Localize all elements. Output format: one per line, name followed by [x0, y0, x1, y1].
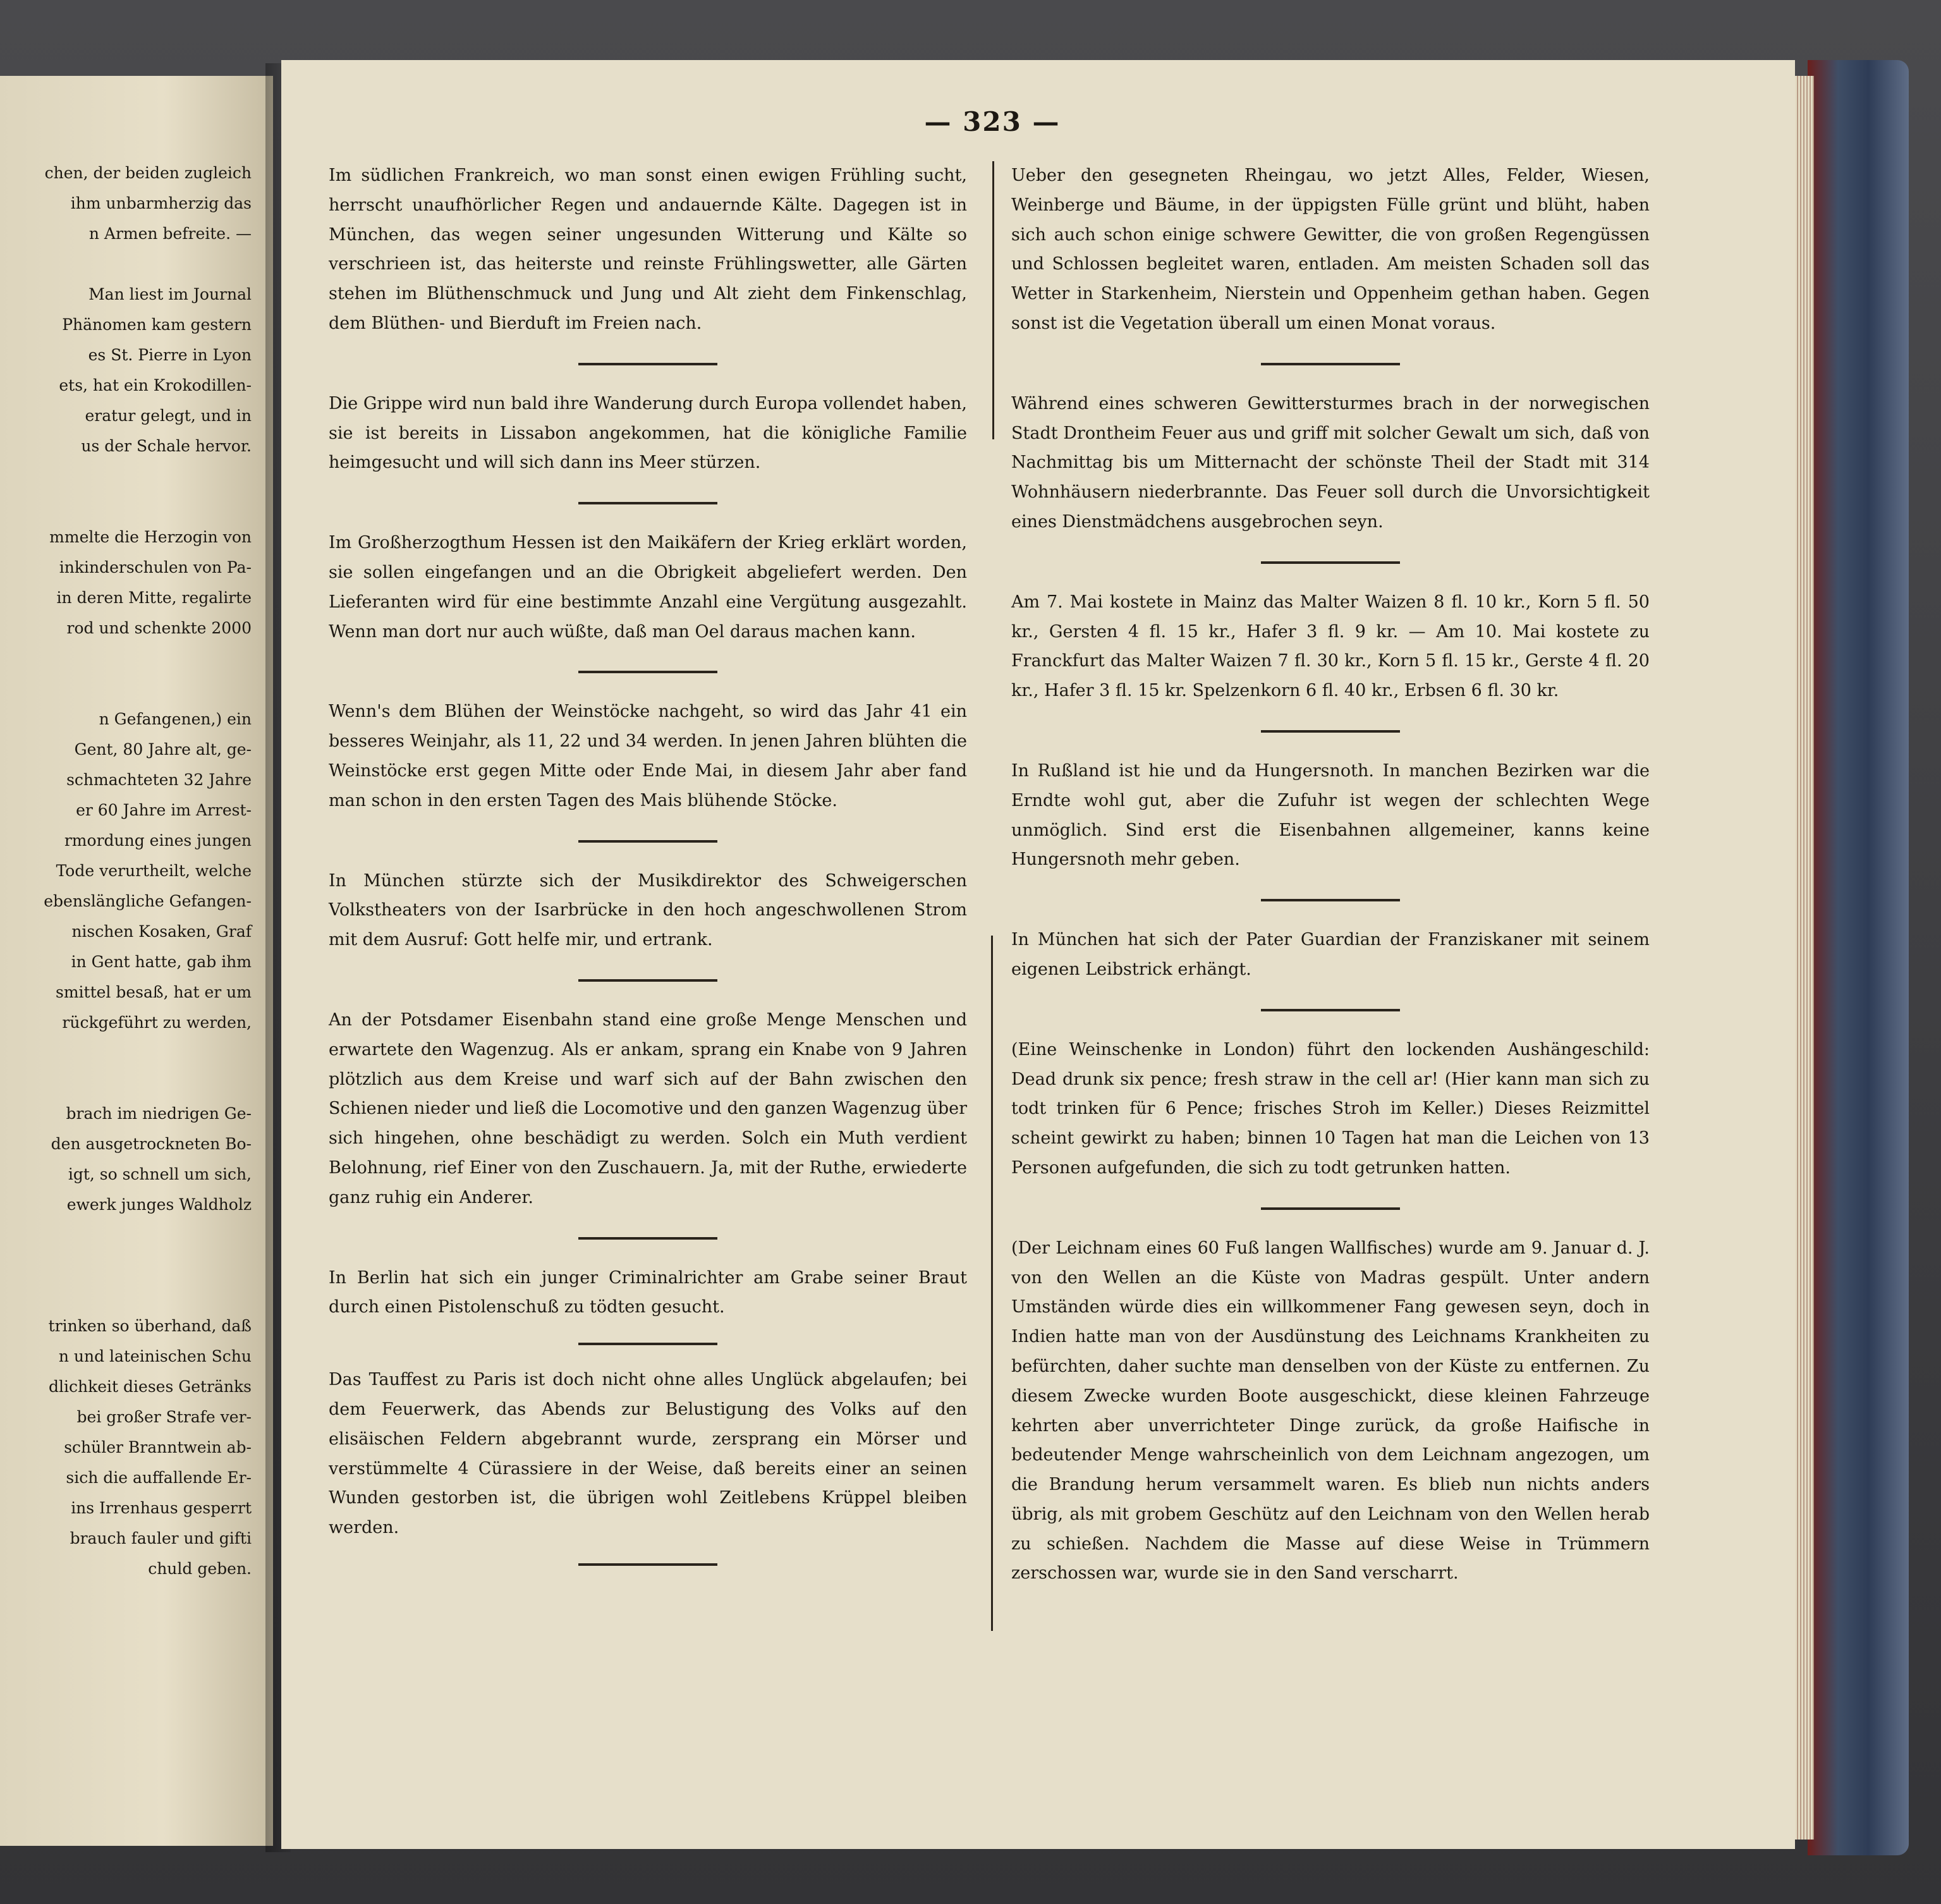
left-page-line: us der Schale hervor. — [81, 437, 252, 455]
left-page-gap — [0, 492, 265, 522]
article: In München stürzte sich der Musikdirektor des Schweigerschen Volkstheaters von der Isarbrücke in den hoch angeschwollenen Strom mit dem Ausruf: Gott helfe mir, und ertrank. — [329, 870, 967, 950]
separator-rule — [578, 502, 717, 504]
left-page-line: brauch fauler und gifti — [70, 1529, 252, 1547]
article: Ueber den gesegneten Rheingau, wo jetzt Alles, Felder, Wiesen, Weinberge und Bäume, in der üppigsten Fülle grünt und blüht, haben sich auch schon einige schwere Gewitter, die von großen Regengüssen und Schlossen begleitet waren, entladen. Am meisten Schaden soll das Wetter in Starkenheim, Nierstein und Oppenheim gethan haben. Gegen sonst ist die Vegetation überall um einen Monat voraus. — [1011, 166, 1650, 333]
left-page-line: in Gent hatte, gab ihm — [71, 953, 252, 971]
left-page-gap — [0, 1250, 265, 1281]
left-page-text — [0, 158, 265, 1584]
left-page-line: trinken so überhand, daß — [48, 1317, 252, 1335]
separator-rule — [578, 363, 717, 365]
separator-rule — [578, 840, 717, 843]
left-page-line: nischen Kosaken, Graf — [71, 922, 252, 941]
article: In München hat sich der Pater Guardian der Franziskaner mit seinem eigenen Leibstrick erhängt. — [1011, 930, 1650, 979]
left-page-line: chuld geben. — [148, 1559, 252, 1578]
left-page-gap — [0, 249, 265, 279]
separator-rule — [578, 1343, 717, 1345]
left-page-gap — [0, 644, 265, 674]
column-divider — [992, 161, 994, 439]
left-page-line: igt, so schnell um sich, — [68, 1165, 252, 1183]
article: (Der Leichnam eines 60 Fuß langen Wallfisches) wurde am 9. Januar d. J. von den Wellen an die Küste von Madras gespült. Unter andern Umständen würde dies ein willkommener Fang gewesen seyn, doch in Indien hatte man von der Ausdünstung des Leichnams Krankheiten zu befürchten, daher suchte man denselben von der Küste zu entfernen. Zu diesem Zwecke wurden Boote ausgeschickt, diese kleinen Fahrzeuge kehrten aber unverrichteter Dinge zurück, da große Haifische in bedeutender Menge wahrscheinlich von dem Leichnam angezogen, um die Brandung herum versammelt waren. Es blieb nun nichts anders übrig, als mit grobem Geschütz auf den Leichnam von den Wellen herab zu schießen. Nachdem die Masse auf diese Weise in Trümmern zerschossen war, wurde sie in den Sand verscharrt. — [1011, 1238, 1650, 1584]
separator-rule — [1261, 561, 1400, 564]
left-page-line: es St. Pierre in Lyon — [88, 346, 252, 364]
left-page-line: Gent, 80 Jahre alt, ge- — [74, 740, 252, 759]
right-column — [1011, 161, 1650, 1589]
left-page-gap — [0, 461, 265, 492]
separator-rule — [1261, 363, 1400, 365]
left-page-line: dlichkeit dieses Getränks — [49, 1377, 252, 1396]
separator-rule — [1261, 1207, 1400, 1210]
article: Im Großherzogthum Hessen ist den Maikäfern der Krieg erklärt worden, sie sollen eingefangen und an die Obrigkeit abgeliefert werden. Den Lieferanten wird für eine bestimmte Anzahl eine Vergütung ausgezahlt. Wenn man dort nur auch wüßte, daß man Oel daraus machen kann. — [329, 533, 967, 642]
article: Am 7. Mai kostete in Mainz das Malter Waizen 8 fl. 10 kr., Korn 5 fl. 50 kr., Gersten 4 fl. 15 kr., Hafer 3 fl. 9 kr. — Am 10. Mai kostete zu Franckfurt das Malter Waizen 7 fl. 30 kr., Korn 5 fl. 15 kr., Gerste 4 fl. 20 kr., Hafer 3 fl. 15 kr. Spelzenkorn 6 fl. 40 kr., Erbsen 6 fl. 30 kr. — [1011, 592, 1650, 701]
left-page-line: sich die auffallende Er- — [66, 1468, 252, 1487]
article: Im südlichen Frankreich, wo man sonst einen ewigen Frühling sucht, herrscht unaufhörlicher Regen und andauernde Kälte. Dagegen ist in München, das wegen seiner ungesunden Witterung und Kälte so verschrieen ist, das heiterste und reinste Frühlingswetter, alle Gärten stehen im Blüthenschmuck und Jung und Alt zieht dem Finkenschlag, dem Blüthen- und Bierduft im Freien nach. — [329, 166, 967, 333]
separator-rule — [578, 1563, 717, 1566]
left-page-gap — [0, 1038, 265, 1068]
page-number: — 323 — — [924, 106, 1061, 137]
article: Wenn's dem Blühen der Weinstöcke nachgeht, so wird das Jahr 41 ein besseres Weinjahr, als 11, 22 und 34 werden. In jenen Jahren blühten die Weinstöcke erst gegen Mitte oder Ende Mai, in diesem Jahr aber fand man schon in den ersten Tagen des Mais blühende Stöcke. — [329, 702, 967, 810]
article: An der Potsdamer Eisenbahn stand eine große Menge Menschen und erwartete den Wagenzug. Als er ankam, sprang ein Knabe von 9 Jahren plötzlich aus dem Kreise und warf sich auf der Bahn zwischen den Schienen nieder und ließ die Locomotive und den ganzen Wagenzug über sich hingehen, ohne beschädigt zu werden. Solch ein Muth verdient Belohnung, rief Einer von den Zuschauern. Ja, mit der Ruthe, erwiederte ganz ruhig ein Anderer. — [329, 1010, 967, 1207]
left-page-line: n und lateinischen Schu — [58, 1347, 252, 1365]
separator-rule — [578, 1237, 717, 1240]
left-page-line: rmordung eines jungen — [64, 831, 252, 850]
left-page-line: ins Irrenhaus gesperrt — [71, 1499, 252, 1517]
left-page-line: rod und schenkte 2000 — [66, 619, 252, 637]
book-cover — [1808, 60, 1909, 1855]
separator-rule — [1261, 730, 1400, 733]
left-page-gap — [0, 674, 265, 704]
left-page-line: rückgeführt zu werden, — [62, 1013, 252, 1032]
left-column — [329, 161, 967, 1586]
left-page-line: inkinderschulen von Pa- — [59, 558, 252, 577]
article: In Rußland ist hie und da Hungersnoth. In manchen Bezirken war die Erndte wohl gut, aber die Zufuhr ist wegen der schlechten Wege unmöglich. Sind erst die Eisenbahnen allgemeiner, kanns keine Hungersnoth mehr geben. — [1011, 760, 1650, 870]
left-page-line: den ausgetrockneten Bo- — [51, 1135, 252, 1153]
left-page-line: eratur gelegt, und in — [85, 406, 252, 425]
left-page-line: ewerk junges Waldholz — [66, 1195, 252, 1214]
left-page-line: chen, der beiden zugleich — [44, 164, 252, 182]
left-page-line: schmachteten 32 Jahre — [66, 771, 252, 789]
separator-rule — [1261, 1009, 1400, 1011]
left-page-line: in deren Mitte, regalirte — [56, 589, 252, 607]
left-page-line: Tode verurtheilt, welche — [56, 862, 252, 880]
left-page-line: ets, hat ein Krokodillen- — [59, 376, 252, 394]
separator-rule — [578, 979, 717, 982]
left-page-line: ihm unbarmherzig das — [70, 194, 252, 212]
left-page-line: er 60 Jahre im Arrest- — [76, 801, 252, 819]
left-page-gap — [0, 1281, 265, 1311]
left-page-line: schüler Branntwein ab- — [64, 1438, 252, 1456]
left-page-line: mmelte die Herzogin von — [49, 528, 252, 546]
left-page-line: ebenslängliche Gefangen- — [44, 892, 252, 910]
left-page-line: Man liest im Journal — [88, 285, 252, 303]
left-page-line: smittel besaß, hat er um — [56, 983, 252, 1001]
article: Während eines schweren Gewittersturmes brach in der norwegischen Stadt Drontheim Feuer aus und griff mit solcher Gewalt um sich, daß von Nachmittag bis um Mitternacht der schönste Theil der Stadt mit 314 Wohnhäusern niederbrannte. Das Feuer soll durch die Unvorsichtigkeit eines Dienstmädchens ausgebrochen seyn. — [1011, 393, 1650, 532]
left-page-line: n Armen befreite. — — [88, 224, 252, 243]
left-page-line: Phänomen kam gestern — [62, 315, 252, 334]
article: In Berlin hat sich ein junger Criminalrichter am Grabe seiner Braut durch einen Pistolenschuß zu tödten gesucht. — [329, 1267, 967, 1317]
separator-rule — [1261, 899, 1400, 901]
left-page — [0, 76, 273, 1846]
left-page-gap — [0, 1220, 265, 1250]
separator-rule — [578, 671, 717, 673]
left-page-gap — [0, 1068, 265, 1099]
left-page-line: brach im niedrigen Ge- — [66, 1104, 252, 1123]
left-page-line: n Gefangenen,) ein — [99, 710, 252, 728]
article: Die Grippe wird nun bald ihre Wanderung durch Europa vollendet haben, sie ist bereits in Lissabon angekommen, hat die königliche Familie heimgesucht und will sich dann ins Meer stürzen. — [329, 393, 967, 473]
left-page-line: bei großer Strafe ver- — [76, 1408, 252, 1426]
article: (Eine Weinschenke in London) führt den lockenden Aushängeschild: Dead drunk six pence; fresh straw in the cell ar! (Hier kann man sich zu todt trinken für 6 Pence; frisches Stroh im Keller.) Dieses Reizmittel scheint gewirkt zu haben; binnen 10 Tagen hat man die Leichen von 13 Personen aufgefunden, die sich zu todt getrunken hatten. — [1011, 1039, 1650, 1178]
column-divider — [991, 936, 993, 1631]
article: Das Tauffest zu Paris ist doch nicht ohne alles Unglück abgelaufen; bei dem Feuerwerk, das Abends zur Belustigung des Volks auf den elisäischen Feldern abgebrannt wurde, zersprang ein Mörser und verstümmelte 4 Cürassiere in der Weise, daß bereits einer an seinen Wunden gestorben ist, die übrigen wohl Zeitlebens Krüppel bleiben werden. — [329, 1370, 967, 1538]
